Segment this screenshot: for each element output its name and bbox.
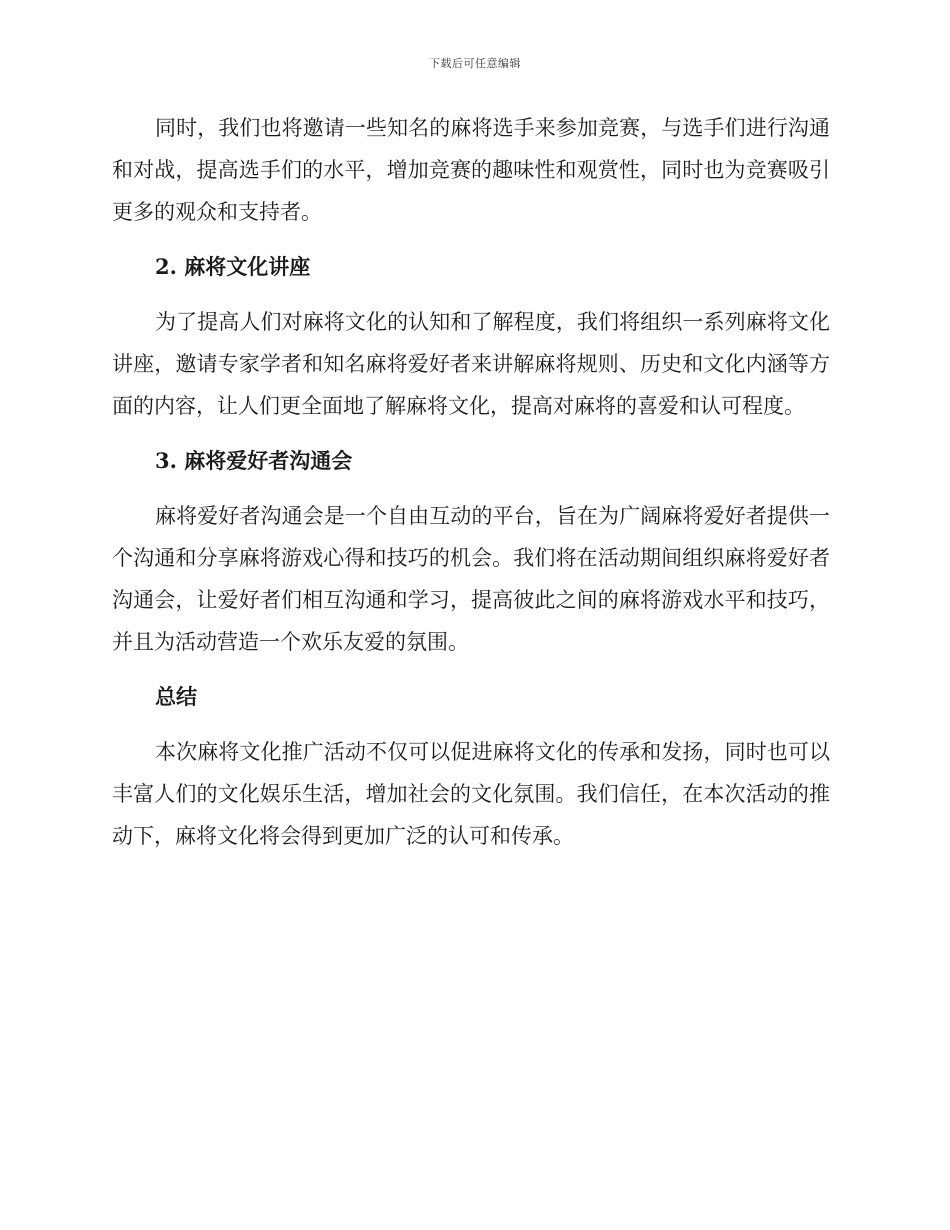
paragraph-summary: 本次麻将文化推广活动不仅可以促进麻将文化的传承和发扬，同时也可以丰富人们的文化娱乐生活，增加社会的文化氛围。我们信任，在本次活动的推动下，麻将文化将会得到更加广泛的认可和传承。	[112, 740, 830, 848]
page-header: 下载后可任意编辑	[429, 57, 521, 70]
document-body	[112, 107, 830, 857]
paragraph-competition-invite: 同时，我们也将邀请一些知名的麻将选手来参加竞赛，与选手们进行沟通和对战，提高选手们的水平，增加竞赛的趣味性和观赏性，同时也为竞赛吸引更多的观众和支持者。	[112, 116, 830, 224]
section-heading-enthusiast-meetup: 3. 麻将爱好者沟通会	[155, 448, 353, 473]
section-heading-summary: 总结	[155, 684, 197, 709]
section-heading-culture-lecture: 2. 麻将文化讲座	[155, 254, 311, 279]
paragraph-culture-lecture: 为了提高人们对麻将文化的认知和了解程度，我们将组织一系列麻将文化讲座，邀请专家学者和知名麻将爱好者来讲解麻将规则、历史和文化内涵等方面的内容，让人们更全面地了解麻将文化，提高对麻将的喜爱和认可程度。	[112, 310, 830, 418]
paragraph-enthusiast-meetup: 麻将爱好者沟通会是一个自由互动的平台，旨在为广阔麻将爱好者提供一个沟通和分享麻将游戏心得和技巧的机会。我们将在活动期间组织麻将爱好者沟通会，让爱好者们相互沟通和学习，提高彼此之间的麻将游戏水平和技巧，并且为活动营造一个欢乐友爱的氛围。	[112, 504, 830, 654]
